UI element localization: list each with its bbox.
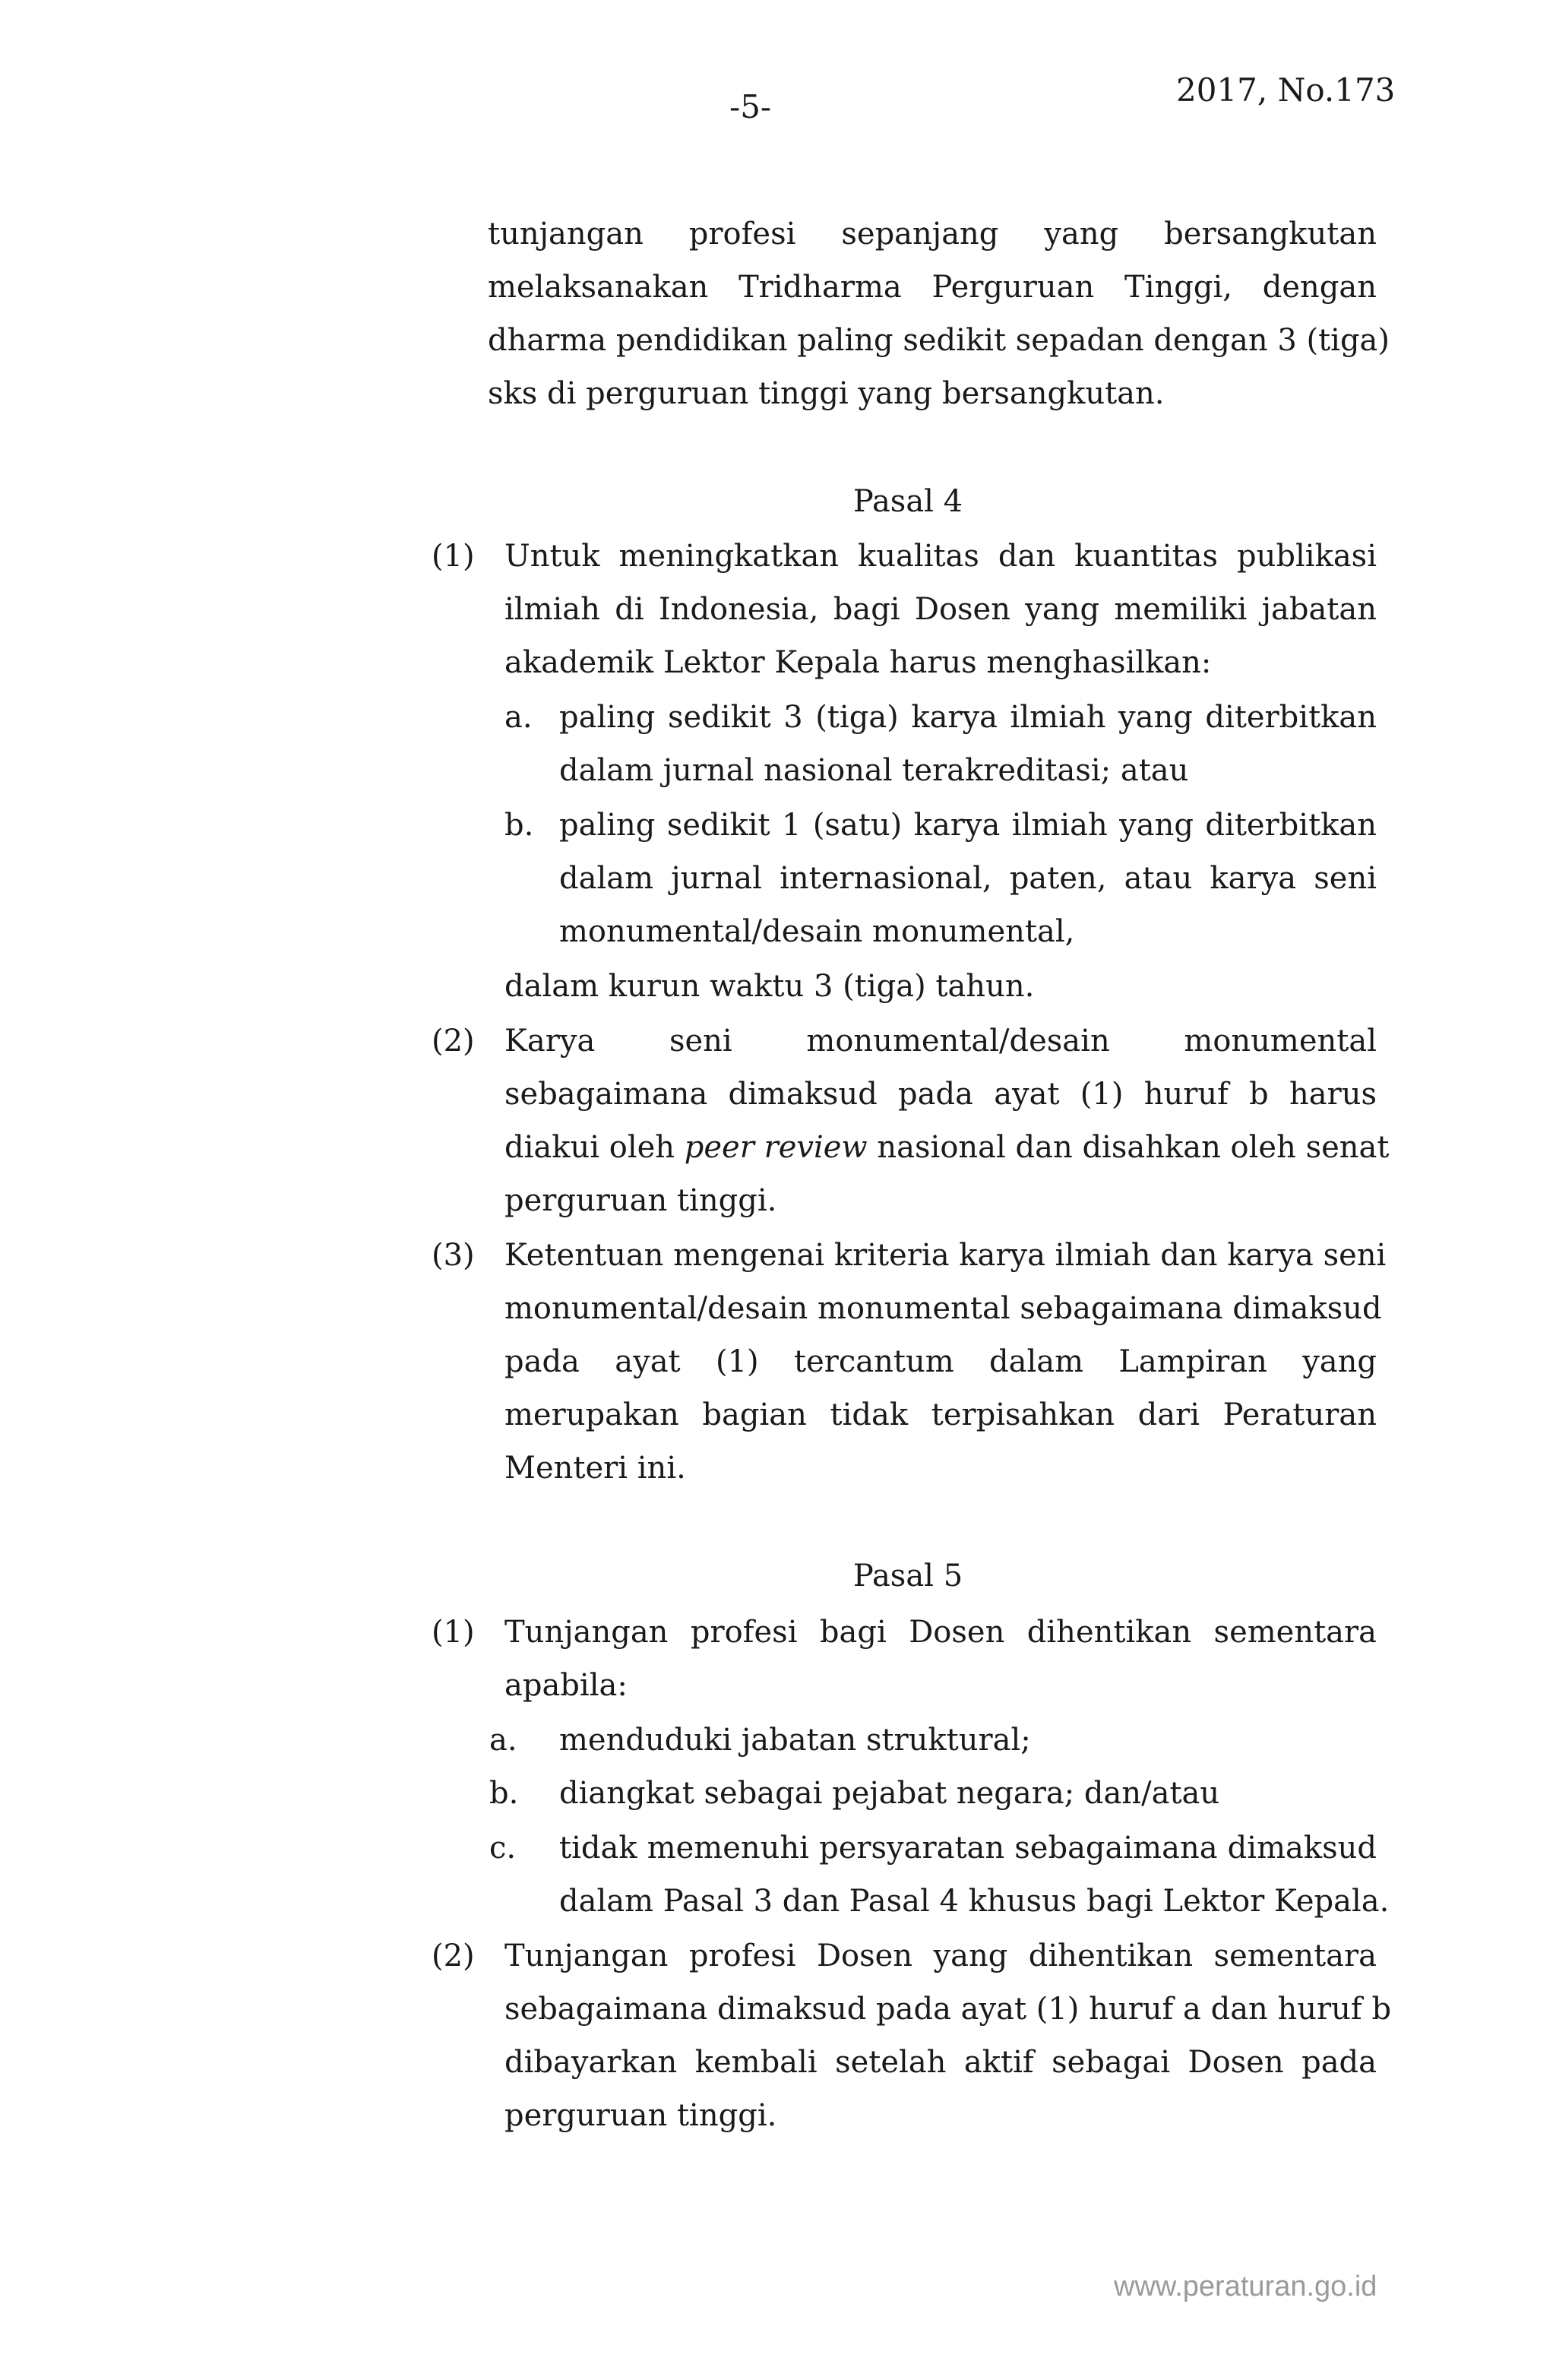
ayat-line: Tunjangan profesi Dosen yang dihentikan sementara — [504, 1938, 1377, 1973]
ayat-line: dibayarkan kembali setelah aktif sebagai Dosen pada — [504, 2045, 1377, 2080]
ayat-line-with-italic — [504, 1129, 1390, 1166]
ayat-line: akademik Lektor Kepala harus menghasilkan: — [504, 645, 1212, 680]
item-line: dalam jurnal nasional terakreditasi; atau — [559, 753, 1189, 788]
intro-line: melaksanakan Tridharma Perguruan Tinggi, dengan — [488, 270, 1377, 305]
ayat-line: ilmiah di Indonesia, bagi Dosen yang memiliki jabatan — [504, 592, 1377, 627]
ayat-line: sebagaimana dimaksud pada ayat (1) huruf a dan huruf b — [504, 1992, 1392, 2027]
item-letter: b. — [504, 808, 534, 843]
item-letter: c. — [489, 1831, 517, 1866]
ayat-line: merupakan bagian tidak terpisahkan dari Peraturan — [504, 1397, 1377, 1432]
ayat-number: (1) — [432, 539, 475, 574]
item-line: dalam Pasal 3 dan Pasal 4 khusus bagi Lektor Kepala. — [559, 1884, 1390, 1919]
item-letter: a. — [504, 700, 533, 735]
ayat-line: Ketentuan mengenai kriteria karya ilmiah dan karya seni — [504, 1238, 1387, 1273]
item-letter: a. — [489, 1723, 517, 1758]
item-line: tidak memenuhi persyaratan sebagaimana dimaksud — [559, 1831, 1377, 1866]
italic-term: peer review — [684, 1130, 868, 1165]
intro-line: dharma pendidikan paling sedikit sepadan dengan 3 (tiga) — [488, 323, 1390, 358]
intro-line: tunjangan profesi sepanjang yang bersangkutan — [488, 217, 1377, 252]
item-line: monumental/desain monumental, — [559, 914, 1075, 949]
ayat-number: (2) — [432, 1938, 475, 1973]
item-letter: b. — [489, 1776, 519, 1811]
ayat-number: (2) — [432, 1024, 475, 1059]
text-segment: diakui oleh — [504, 1130, 685, 1165]
ayat-line: perguruan tinggi. — [504, 2098, 777, 2133]
text-segment: nasional dan disahkan oleh senat — [867, 1130, 1390, 1165]
ayat-line: apabila: — [504, 1668, 628, 1703]
ayat-line: pada ayat (1) tercantum dalam Lampiran yang — [504, 1344, 1377, 1379]
ayat-number: (3) — [432, 1238, 475, 1273]
ayat-number: (1) — [432, 1615, 475, 1650]
ayat-line: Tunjangan profesi bagi Dosen dihentikan sementara — [504, 1615, 1377, 1650]
ayat-line: perguruan tinggi. — [504, 1183, 777, 1218]
ayat-line: monumental/desain monumental sebagaimana dimaksud — [504, 1291, 1382, 1326]
ayat-line: sebagaimana dimaksud pada ayat (1) huruf b harus — [504, 1077, 1377, 1112]
pasal-4-heading: Pasal 4 — [852, 484, 963, 519]
intro-line: sks di perguruan tinggi yang bersangkutan. — [488, 376, 1165, 411]
item-line: paling sedikit 3 (tiga) karya ilmiah yang diterbitkan — [559, 700, 1377, 735]
ayat-closing: dalam kurun waktu 3 (tiga) tahun. — [504, 969, 1035, 1004]
document-reference: 2017, No.173 — [1176, 71, 1396, 109]
ayat-line: Karya seni monumental/desain monumental — [504, 1024, 1377, 1059]
item-line: diangkat sebagai pejabat negara; dan/atau — [559, 1776, 1220, 1811]
ayat-line: Menteri ini. — [504, 1451, 686, 1486]
item-line: dalam jurnal internasional, paten, atau karya seni — [559, 861, 1377, 896]
page-number: -5- — [729, 88, 772, 125]
ayat-line: Untuk meningkatkan kualitas dan kuantitas publikasi — [504, 539, 1377, 574]
item-line: menduduki jabatan struktural; — [559, 1723, 1031, 1758]
source-watermark: www.peraturan.go.id — [1114, 2271, 1377, 2302]
item-line: paling sedikit 1 (satu) karya ilmiah yang diterbitkan — [559, 808, 1377, 843]
pasal-5-heading: Pasal 5 — [852, 1559, 963, 1594]
